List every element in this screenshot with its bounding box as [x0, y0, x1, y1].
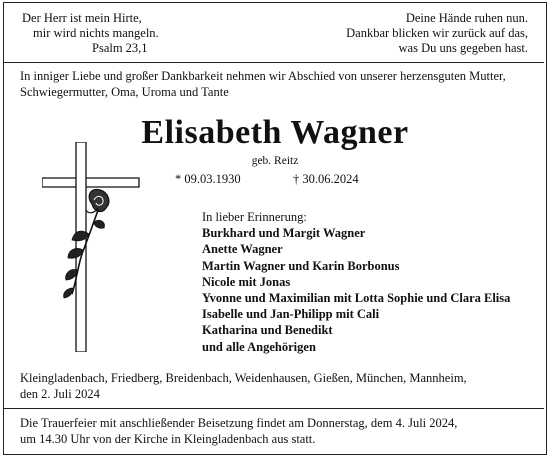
notice-date: den 2. Juli 2024 [20, 387, 100, 401]
mourner-name: Yvonne und Maximilian mit Lotta Sophie und Clara Elisa [202, 291, 511, 306]
places-line: Kleingladenbach, Friedberg, Breidenbach, Weidenhausen, Gießen, München, Mannheim, [20, 371, 467, 385]
mourner-name: Katharina und Benedikt [202, 323, 333, 338]
mourner-name: Burkhard und Margit Wagner [202, 226, 366, 241]
mourner-name: Nicole mit Jonas [202, 274, 291, 289]
deceased-name: Elisabeth Wagner [141, 114, 409, 151]
intro-line-2: Schwiegermutter, Oma, Uroma und Tante [20, 85, 229, 99]
saying-line-1: Deine Hände ruhen nun. [405, 11, 528, 25]
mourners-heading: In lieber Erinnerung: [202, 210, 307, 224]
header-divider [4, 62, 544, 63]
footer-divider [4, 408, 544, 409]
birth-date: * 09.03.1930 [175, 172, 241, 186]
verse-line-2: mir wird nichts mangeln. [33, 26, 159, 40]
mourner-name: Anette Wagner [202, 242, 283, 257]
birth-name: geb. Reitz [251, 155, 299, 167]
funeral-line-1: Die Trauerfeier mit anschließender Beisetzung findet am Donnerstag, dem 4. Juli 2024, [20, 416, 458, 430]
mourner-name: und alle Angehörigen [202, 339, 316, 354]
verse-line-1: Der Herr ist mein Hirte, [22, 11, 142, 25]
saying-line-3: was Du uns gegeben hast. [398, 41, 528, 55]
mourner-name: Martin Wagner und Karin Borbonus [202, 258, 400, 273]
intro-line-1: In inniger Liebe und großer Dankbarkeit nehmen wir Abschied von unserer herzensguten Mutter, [20, 69, 506, 83]
death-date: † 30.06.2024 [293, 172, 359, 186]
mourner-name: Isabelle und Jan-Philipp mit Cali [202, 307, 380, 322]
mourners-list [202, 209, 510, 355]
verse-reference: Psalm 23,1 [92, 41, 148, 55]
cross-with-rose-icon [42, 142, 150, 352]
saying-line-2: Dankbar blicken wir zurück auf das, [346, 26, 528, 40]
funeral-line-2: um 14.30 Uhr von der Kirche in Kleingladenbach aus statt. [20, 432, 316, 446]
